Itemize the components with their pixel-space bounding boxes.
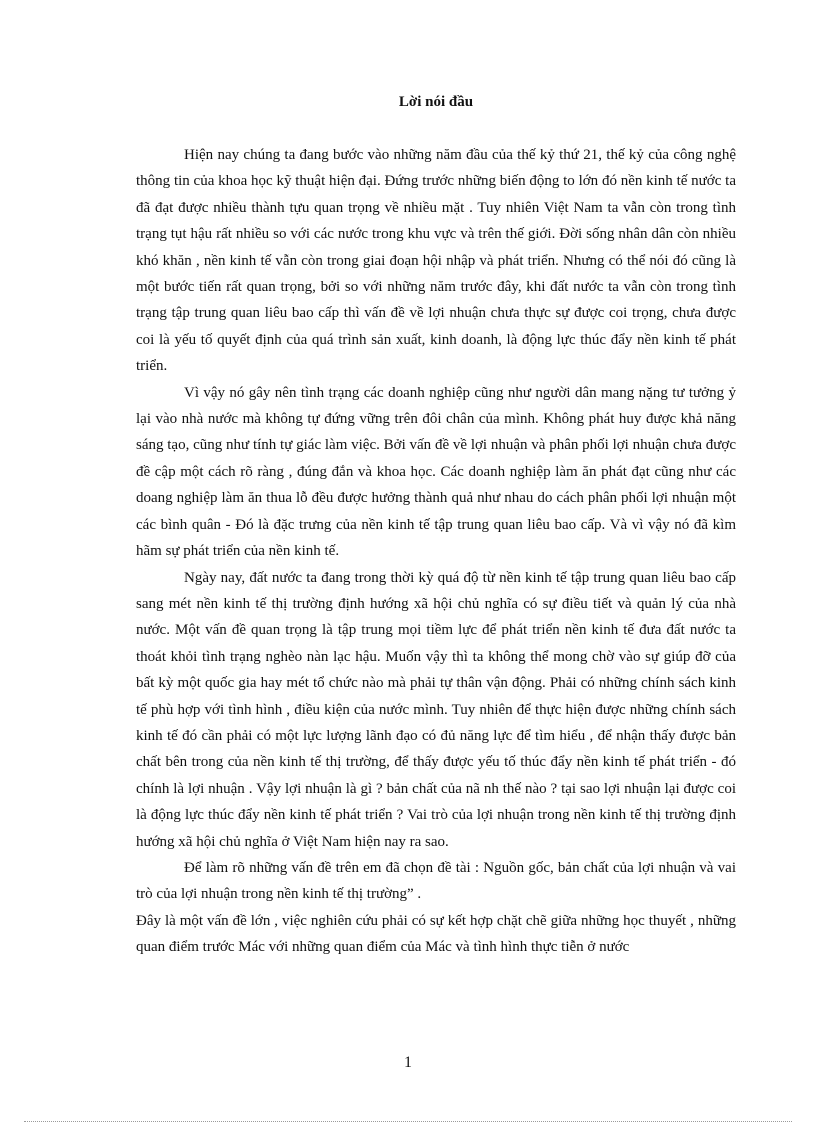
page-bottom-divider bbox=[24, 1121, 792, 1122]
document-body bbox=[136, 88, 736, 961]
paragraph-transition: Ngày nay, đất nước ta đang trong thời kỳ quá độ từ nền kinh tế tập trung quan liêu bao cấp sang mét nền kinh tế thị trường định hướng xã hội chủ nghĩa có sự điều tiết và quản lý của nhà nước. Một vấn đề quan trọng là tập trung mọi tiềm lực để phát triển nền kinh tế đưa đất nước ta thoát khỏi tình trạng nghèo nàn lạc hậu. Muốn vậy thì ta không thể mong chờ vào sự giúp đỡ của bất kỳ một quốc gia hay mét tổ chức nào mà phải tự thân vận động. Phải có những chính sách kinh tế phù hợp với tình hình , điều kiện của nước mình. Tuy nhiên để thực hiện được những chính sách kinh tế đó cần phải có một lực lượng lãnh đạo có đủ năng lực để tìm hiểu , để nhận thấy được bản chất bên trong của nền kinh tế thị trường, để thấy được yếu tố thúc đẩy nền kinh tế phát triển - đó chính là lợi nhuận . Vậy lợi nhuận là gì ? bản chất của nã nh thế nào ? tại sao lợi nhuận lại được coi là động lực thúc đẩy nền kinh tế phát triển ? Vai trò của lợi nhuận trong nền kinh tế thị trường định hướng xã hội chủ nghĩa ở Việt Nam hiện nay ra sao. bbox=[136, 569, 736, 850]
paragraph-scope: Đây là một vấn đề lớn , việc nghiên cứu phải có sự kết hợp chặt chẽ giữa những học thuyết , những quan điểm trước Mác với những quan điểm của Mác và tình hình thực tiễn ở nước bbox=[136, 912, 736, 956]
paragraph-topic: Để làm rõ những vấn đề trên em đã chọn đề tài : Nguồn gốc, bản chất của lợi nhuận và vai trò của lợi nhuận trong nền kinh tế thị trường” . bbox=[136, 859, 736, 903]
page-number: 1 bbox=[404, 1054, 412, 1071]
paragraph-consequences: Vì vậy nó gây nên tình trạng các doanh nghiệp cũng như người dân mang nặng tư tưởng ỷ lại vào nhà nước mà không tự đứng vững trên đôi chân của mình. Không phát huy được khả năng sáng tạo, cũng như tính tự giác làm việc. Bởi vấn đề về lợi nhuận và phân phối lợi nhuận chưa được đề cập một cách rõ ràng , đúng đắn và khoa học. Các doanh nghiệp làm ăn phát đạt cũng như các doang nghiệp làm ăn thua lỗ đều được hưởng thành quả như nhau do cách phân phối lợi nhuận một các bình quân - Đó là đặc trưng của nền kinh tế tập trung quan liêu bao cấp. Và vì vậy nó đã kìm hãm sự phát triển của nền kinh tế. bbox=[136, 384, 736, 560]
paragraph-intro: Hiện nay chúng ta đang bước vào những năm đầu của thế kỷ thứ 21, thế kỷ của công nghệ thông tin của khoa học kỹ thuật hiện đại. Đứng trước những biến động to lớn đó nền kinh tế nước ta đã đạt được nhiều thành tựu quan trọng về nhiều mặt . Tuy nhiên Việt Nam ta vẫn còn trong tình trạng tụt hậu rất nhiều so với các nước trong khu vực và trên thế giới. Đời sống nhân dân còn nhiều khó khăn , nền kinh tế vẫn còn trong giai đoạn hội nhập và phát triển. Nhưng có thể nói đó cũng là một bước tiến rất quan trọng, bởi so với những năm trước đây, khi đất nước ta vẫn còn trong tình trạng tập trung quan liêu bao cấp thì vấn đề về lợi nhuận chưa thực sự được coi trọng, chưa được coi là yếu tố quyết định của quá trình sản xuất, kinh doanh, là động lực thúc đẩy nền kinh tế phát triển. bbox=[136, 147, 736, 375]
document-title: Lời nói đầu bbox=[398, 94, 474, 110]
